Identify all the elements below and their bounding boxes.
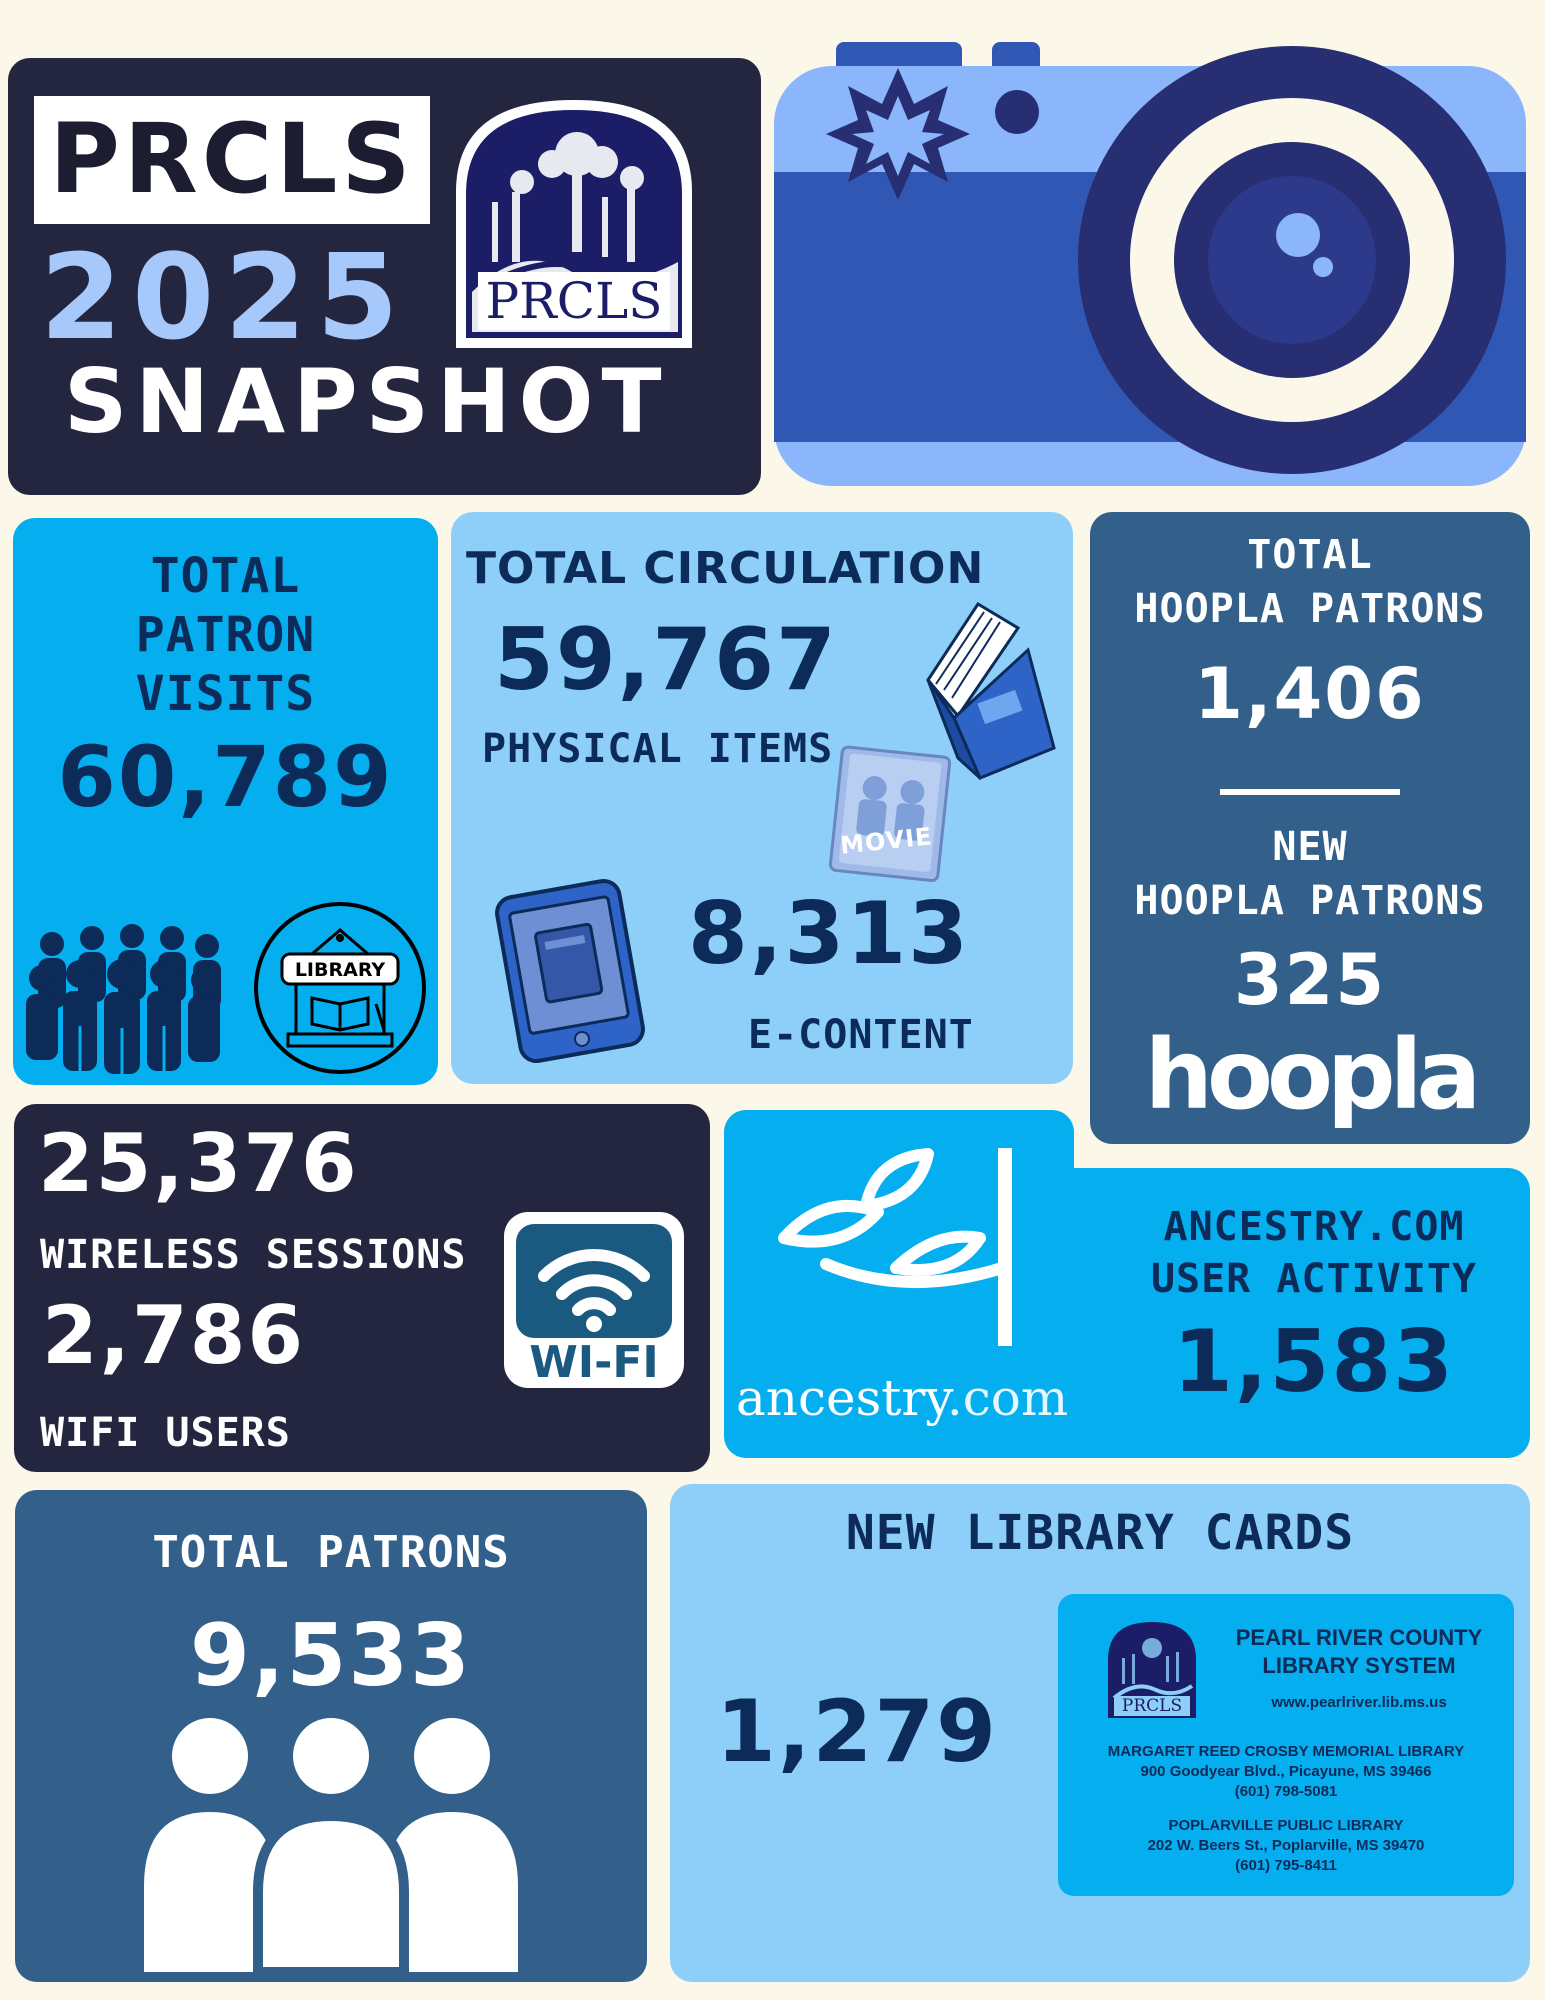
- hoopla-logo: hoopla: [1144, 1019, 1476, 1131]
- crowd-icon: [22, 916, 232, 1076]
- branch2-name: POPLARVILLE PUBLIC LIBRARY: [1168, 1817, 1404, 1834]
- group-people-icon: [140, 1716, 522, 1972]
- wifi-users-value: 2,786: [42, 1289, 306, 1382]
- brand-box-text: PRCLS: [49, 103, 415, 215]
- wifi-badge-text: WI-FI: [529, 1337, 659, 1388]
- camera-icon: [770, 40, 1530, 490]
- e-content-value: 8,313: [688, 884, 971, 984]
- ancestry-leaf-icon: [766, 1148, 1036, 1348]
- e-content-label: E-CONTENT: [748, 1012, 974, 1058]
- hoopla-new-value: 325: [1233, 939, 1387, 1021]
- prcls-logo-text: PRCLS: [485, 272, 663, 330]
- patron-visits-value: 60,789: [57, 728, 394, 826]
- library-badge-text: LIBRARY: [294, 959, 386, 981]
- branch2-phone: (601) 795-8411: [1235, 1857, 1337, 1874]
- wifi-users-label: WIFI USERS: [40, 1410, 291, 1456]
- physical-items-value: 59,767: [494, 610, 838, 710]
- hoopla-total-value: 1,406: [1194, 653, 1426, 735]
- library-card-logo-text: PRCLS: [1121, 1696, 1183, 1716]
- ancestry-logo-text: [736, 1366, 1068, 1430]
- hoopla-total-label-line1: TOTAL: [1247, 532, 1373, 578]
- hoopla-new-label-line1: NEW: [1272, 824, 1348, 870]
- tablet-icon: [488, 878, 652, 1064]
- branch1-name: MARGARET REED CROSBY MEMORIAL LIBRARY: [1107, 1743, 1465, 1760]
- ancestry-label-line2: USER ACTIVITY: [1150, 1256, 1478, 1302]
- branch1-address: 900 Goodyear Blvd., Picayune, MS 39466: [1140, 1763, 1432, 1780]
- wifi-icon: [516, 1224, 672, 1338]
- movie-label: MOVIE: [838, 822, 934, 860]
- hoopla-total-label-line2: HOOPLA PATRONS: [1134, 586, 1486, 632]
- library-card-org-line2: LIBRARY SYSTEM: [1262, 1653, 1456, 1678]
- ancestry-logo-main: ancestry: [736, 1369, 947, 1427]
- library-cards-title: NEW LIBRARY CARDS: [845, 1505, 1355, 1561]
- header-year: 2025: [40, 228, 409, 366]
- header-subtitle: SNAPSHOT: [64, 350, 670, 453]
- wireless-sessions-label: WIRELESS SESSIONS: [40, 1232, 467, 1278]
- branch1-phone: (601) 798-5081: [1234, 1783, 1338, 1800]
- ancestry-value: 1,583: [1172, 1312, 1456, 1412]
- library-cards-value: 1,279: [716, 1682, 999, 1782]
- total-patrons-value: 9,533: [189, 1606, 473, 1706]
- wireless-sessions-value: 25,376: [38, 1117, 359, 1210]
- patron-visits-label-line1: TOTAL: [150, 548, 301, 604]
- patron-visits-label-line2: PATRON: [135, 607, 316, 663]
- library-card-website: www.pearlriver.lib.ms.us: [1271, 1694, 1447, 1711]
- hoopla-new-label-line2: HOOPLA PATRONS: [1134, 878, 1486, 924]
- patron-visits-label-line3: VISITS: [135, 666, 316, 722]
- branch2-address: 202 W. Beers St., Poplarville, MS 39470: [1147, 1837, 1425, 1854]
- library-building-icon: [252, 900, 428, 1076]
- total-patrons-label: TOTAL PATRONS: [152, 1527, 510, 1578]
- hoopla-divider: [1220, 789, 1400, 795]
- library-card-org-line1: PEARL RIVER COUNTY: [1235, 1625, 1483, 1650]
- movie-icon: [828, 744, 956, 884]
- ancestry-label-line1: ANCESTRY.COM: [1163, 1204, 1465, 1250]
- circulation-title: TOTAL CIRCULATION: [466, 543, 985, 594]
- physical-items-label: PHYSICAL ITEMS: [482, 726, 834, 772]
- ancestry-logo-suffix: .com: [946, 1369, 1069, 1427]
